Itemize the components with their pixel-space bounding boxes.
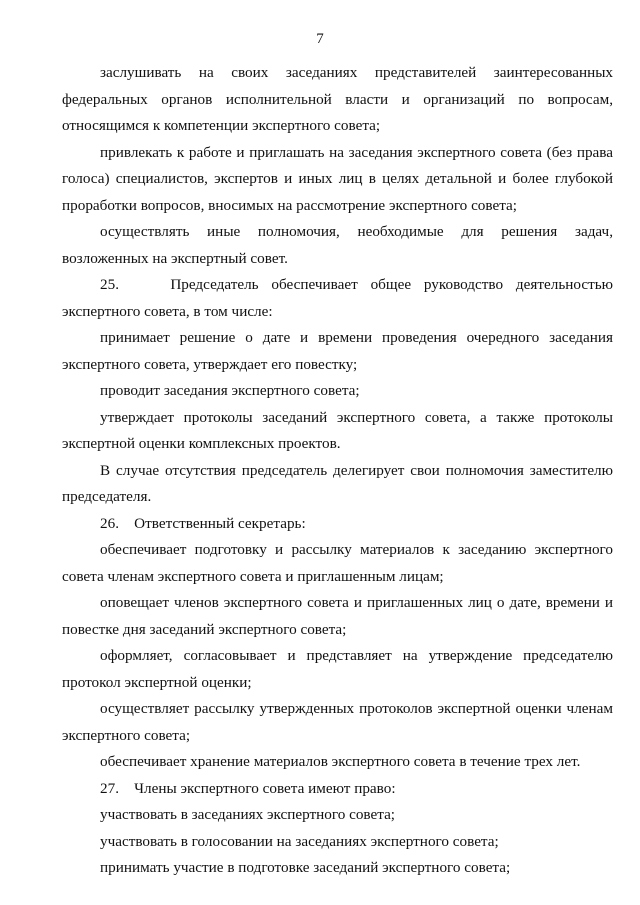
paragraph: обеспечивает хранение материалов экспертного совета в течение трех лет. [100,753,581,770]
numbered-paragraph-26: 26. Ответственный секретарь: [100,514,306,532]
paragraph: принимать участие в подготовке заседаний экспертного совета; [100,859,511,876]
numbered-paragraph-27: 27. Члены экспертного совета имеют право: [100,779,396,797]
paragraph: осуществляет рассылку утвержденных протоколов экспертной оценки членам экспертного совета; [62,700,613,744]
paragraph: проводит заседания экспертного совета; [100,382,360,399]
document-body [62,60,613,882]
paragraph: участвовать в голосовании на заседаниях экспертного совета; [100,832,499,850]
paragraph: В случае отсутствия председатель делегирует свои полномочия заместителю председателя. [62,461,613,505]
paragraph: заслушивать на своих заседаниях представителей заинтересованных федеральных органов исполнительной власти и организаций по вопросам, относящимся к компетенции экспертного совета; [62,64,613,134]
paragraph: оформляет, согласовывает и представляет на утверждение председателю протокол экспертной оценки; [62,647,613,691]
paragraph: принимает решение о дате и времени проведения очередного заседания экспертного совета, утверждает его повестку; [62,329,613,373]
paragraph: осуществлять иные полномочия, необходимые для решения задач, возложенных на экспертный совет. [62,223,613,267]
page-number: 7 [316,31,324,47]
paragraph: обеспечивает подготовку и рассылку материалов к заседанию экспертного совета членам экспертного совета и приглашенным лицам; [62,541,613,585]
numbered-paragraph-25: 25. Председатель обеспечивает общее руководство деятельностью экспертного совета, в том числе: [62,276,613,320]
paragraph: привлекать к работе и приглашать на заседания экспертного совета (без права голоса) специалистов, экспертов и иных лиц в целях детальной и более глубокой проработки вопросов, вносимых на рассмотрение экспертного совета; [62,143,613,214]
paragraph: оповещает членов экспертного совета и приглашенных лиц о дате, времени и повестке дня заседаний экспертного совета; [62,594,613,638]
paragraph: утверждает протоколы заседаний экспертного совета, а также протоколы экспертной оценки комплексных проектов. [62,408,613,452]
paragraph: участвовать в заседаниях экспертного совета; [100,806,396,823]
